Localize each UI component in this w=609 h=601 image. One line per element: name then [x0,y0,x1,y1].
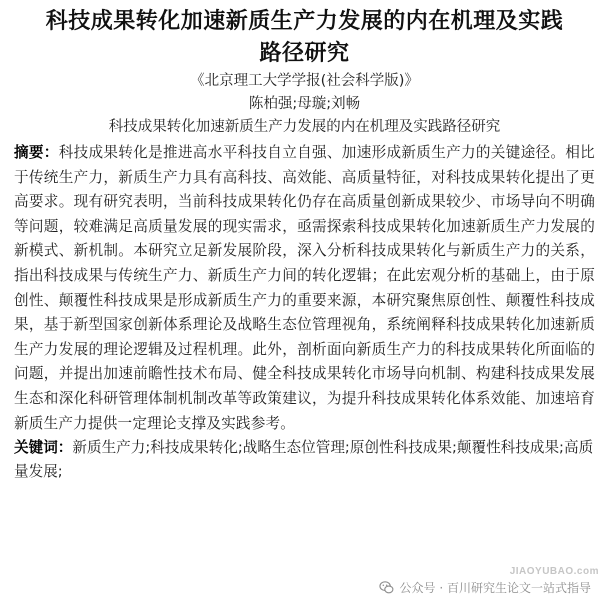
abstract-label: 摘要： [14,144,59,161]
wechat-icon [379,580,394,595]
abstract-text: 科技成果转化是推进高水平科技自立自强、加速形成新质生产力的关键途径。相比于传统生产力，新质生产力具有高科技、高效能、高质量特征，对科技成果转化提出了更高要求。现有研究表明，当前科技成果转化仍存在高质量创新成果较少、市场导向不明确等问题，较难满足高质量发展的现实需求，亟需探索科技成果转化加速新质生产力发展的新模式、新机制。本研究立足新发展阶段，深入分析科技成果转化与新质生产力的关系，指出科技成果与传统生产力、新质生产力间的转化逻辑；在此宏观分析的基础上，由于原创性、颠覆性科技成果是形成新质生产力的重要来源，本研究聚焦原创性、颠覆性科技成果，基于新型国家创新体系理论及战略生态位管理视角，系统阐释科技成果转化加速新质生产力发展的理论逻辑及过程机理。此外，剖析面向新质生产力的科技成果转化所面临的问题，并提出加速前瞻性技术布局、健全科技成果转化市场导向机制、构建科技成果发展生态和深化科研管理体制机制改革等政策建议，为提升科技成果转化体系效能、加速培育新质生产力提供一定理论支撑及实践参考。 [14,144,595,432]
journal-name: 《北京理工大学学报(社会科学版)》 [190,73,419,89]
keywords-label: 关键词： [14,439,73,457]
title-line-1: 科技成果转化加速新质生产力发展的内在机理及实践 [45,9,564,34]
wechat-watermark [375,578,595,597]
keywords-paragraph [14,436,595,484]
abstract-paragraph [14,141,595,436]
author-list: 陈柏强;母璇;刘畅 [248,96,361,112]
watermark-text: 公众号 · 百川研究生论文一站式指导 [399,581,591,595]
keywords-text: 新质生产力;科技成果转化;战略生态位管理;原创性科技成果;颠覆性科技成果;高质量发展; [14,439,594,481]
site-watermark: JIAOYUBAO.com [509,566,599,577]
document-title [14,6,595,70]
article-subtitle: 科技成果转化加速新质生产力发展的内在机理及实践路径研究 [108,119,501,135]
title-line-2: 路径研究 [259,41,350,66]
